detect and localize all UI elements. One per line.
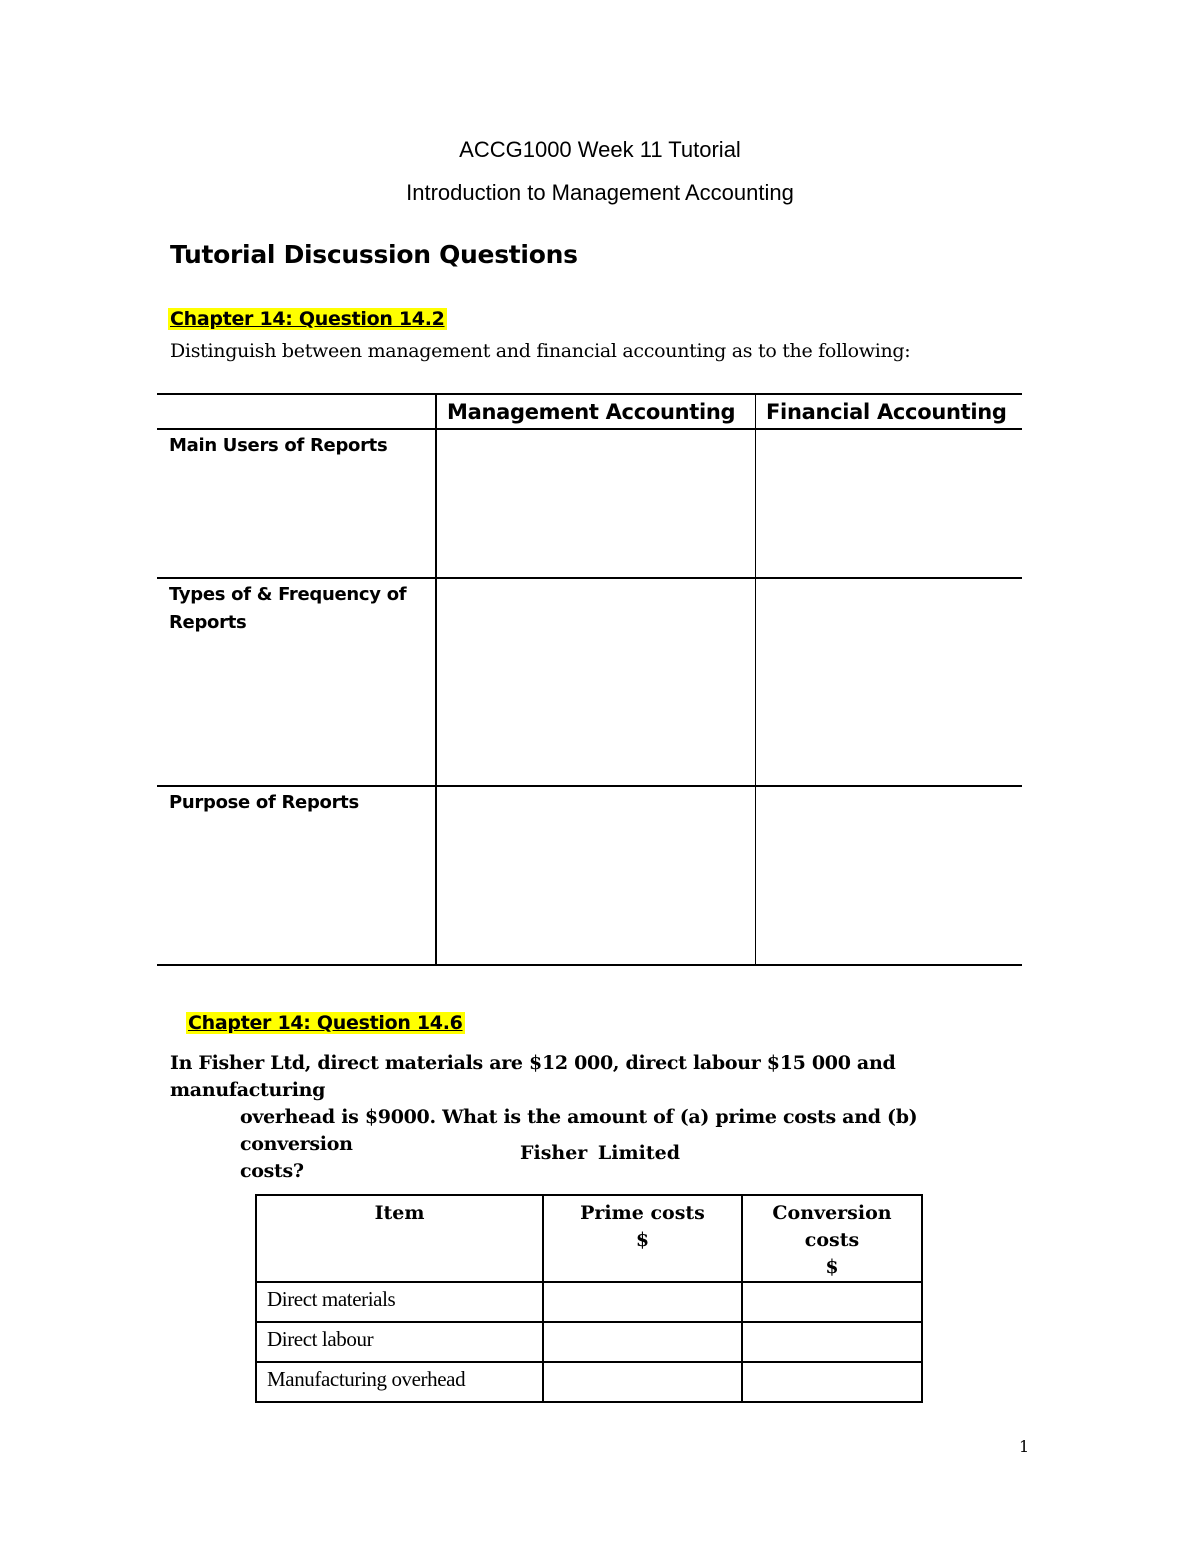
answer-cell-management-types[interactable] [437, 579, 755, 785]
table-row [256, 1322, 922, 1362]
page-number: 1 [1019, 1437, 1030, 1456]
answer-cell-management-purpose[interactable] [437, 787, 755, 964]
answer-cell-financial-purpose[interactable] [757, 787, 1022, 964]
row-label-main-users: Main Users of Reports [169, 435, 388, 456]
document-title: ACCG1000 Week 11 Tutorial [459, 137, 741, 162]
table-row [256, 1282, 922, 1322]
comparison-table [157, 393, 1022, 966]
conversion-cost-cell[interactable] [742, 1362, 922, 1402]
header-prime-label: Prime costs [580, 1202, 705, 1224]
prompt-line: In Fisher Ltd, direct materials are $12 000, direct labour $15 000 and manufacturing [170, 1052, 896, 1101]
chapter-label-14-2: Chapter 14: Question 14.2 [170, 308, 445, 330]
header-conversion-label: Conversion [772, 1202, 892, 1224]
header-prime-costs [543, 1195, 742, 1282]
header-management-accounting: Management Accounting [447, 400, 736, 424]
row-item: Manufacturing overhead [256, 1362, 543, 1402]
header-conversion-costs [742, 1195, 922, 1282]
chapter-label-14-6: Chapter 14: Question 14.6 [188, 1012, 463, 1034]
header-item [256, 1195, 543, 1282]
answer-cell-financial-types[interactable] [757, 579, 1022, 785]
row-item: Direct labour [256, 1322, 543, 1362]
header-prime-unit: $ [635, 1229, 650, 1251]
company-name: Fisher Limited [520, 1142, 680, 1164]
prime-cost-cell[interactable] [543, 1322, 742, 1362]
header-item-label: Item [374, 1202, 425, 1224]
answer-cell-financial-users[interactable] [757, 430, 1022, 577]
conversion-cost-cell[interactable] [742, 1282, 922, 1322]
cost-table [255, 1194, 923, 1403]
header-financial-accounting: Financial Accounting [766, 400, 1007, 424]
prime-cost-cell[interactable] [543, 1362, 742, 1402]
table-header-row [256, 1195, 922, 1282]
row-label-purpose: Purpose of Reports [169, 792, 359, 813]
prompt-line: costs? [240, 1160, 304, 1182]
section-heading: Tutorial Discussion Questions [170, 240, 578, 269]
question-14-2-prompt: Distinguish between management and financial accounting as to the following: [170, 340, 911, 362]
prompt-line: overhead is $9000. What is the amount of (a) prime costs and (b) conversion [240, 1106, 918, 1155]
prime-cost-cell[interactable] [543, 1282, 742, 1322]
table-rule [157, 393, 1022, 395]
answer-cell-management-users[interactable] [437, 430, 755, 577]
header-conversion-unit: $ [825, 1256, 839, 1278]
table-divider [755, 393, 756, 966]
question-14-6-prompt [170, 1050, 1030, 1185]
row-item: Direct materials [256, 1282, 543, 1322]
document-subtitle: Introduction to Management Accounting [406, 180, 794, 205]
header-conversion-label: costs [804, 1229, 860, 1251]
conversion-cost-cell[interactable] [742, 1322, 922, 1362]
table-row [256, 1362, 922, 1402]
row-label-types-frequency: Types of & Frequency of Reports [169, 584, 407, 633]
table-rule [157, 964, 1022, 966]
